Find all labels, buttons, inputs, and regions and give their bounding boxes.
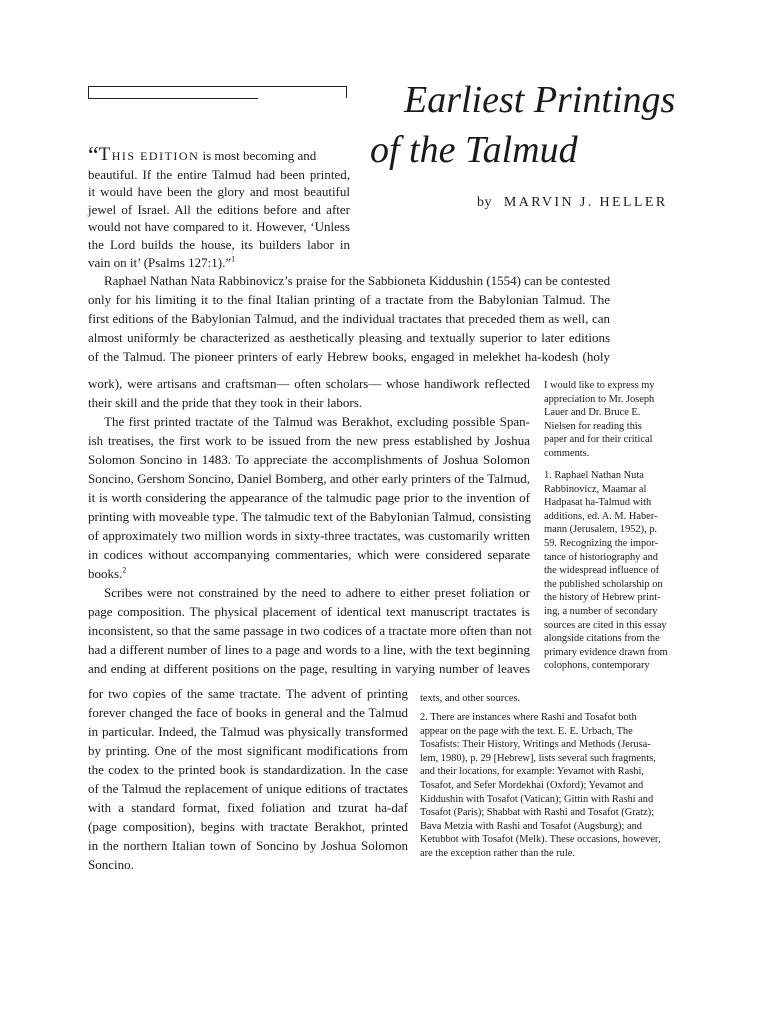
body-line: of approximately two million words in sixty-three tractates, was customarily written	[88, 528, 530, 543]
body-line: printing with moveable type. The talmudic text of the Babylonian Talmud, consisting	[88, 509, 532, 524]
note-line: appear on the page with the text. E. E. Urbach, The	[420, 725, 633, 737]
pull-quote	[88, 143, 350, 271]
body-line	[88, 564, 530, 583]
header-rule-right-tick	[346, 86, 347, 98]
note-line: mann (Jerusalem, 1952), p.	[544, 524, 658, 536]
note-line: appreciation to Mr. Joseph	[544, 393, 655, 405]
note-line: Tosafists: Their History, Writings and Methods (Jerusa-	[420, 739, 651, 751]
note-line: Hadpasat ha-Talmud with	[544, 497, 652, 509]
body-line: forever changed the face of books in general and the Talmud	[88, 705, 408, 720]
note-line: Rabbinovicz, Maamar al	[544, 483, 647, 495]
acknowledgement-note	[544, 379, 684, 461]
footnote-1-continued	[420, 692, 682, 706]
note-line: Lauer and Dr. Bruce E.	[544, 407, 641, 419]
note-line: the history of Hebrew print-	[544, 592, 661, 604]
note-line: tance of historiography and	[544, 551, 658, 563]
note-line: 2. There are instances where Rashi and Tosafot both	[420, 712, 637, 723]
body-line: their skill and the pride that they took in their labors.	[88, 395, 363, 410]
note-line: ing, a number of secondary	[544, 605, 658, 617]
note-line: and their locations, for example: Yevamot with Rashi,	[420, 766, 644, 778]
note-line: 1. Raphael Nathan Nuta	[544, 470, 644, 481]
body-line: for two copies of the same tractate. The advent of printing	[88, 686, 408, 701]
body-line: the codex to the printed book is standardization. In the case	[88, 762, 408, 777]
pull-quote-line	[88, 254, 350, 272]
body-paragraph-1	[88, 271, 610, 366]
body-line: almost uniformly be characterized as aesthetically pleasing and textually superior to later editions	[88, 330, 610, 345]
footnote-ref-2[interactable]: 2	[122, 565, 127, 575]
note-line: comments.	[544, 447, 590, 459]
note-line: the published scholarship on	[544, 578, 663, 590]
article-title-line-1: Earliest Printings	[404, 79, 676, 121]
body-line: in particular. Indeed, the Talmud was physically transformed	[88, 724, 408, 739]
body-line: The first printed tractate of the Talmud was Berakhot, excluding possible Span-	[104, 414, 530, 429]
note-line: Ketubbot with Tosafot (Melk). These occasions, however,	[420, 834, 661, 846]
note-line: Tosafot, and Sefer Mordekhai (Oxford); Yevamot and	[420, 779, 644, 791]
body-line: with a standard format, fixed foliation and tzurat ha-daf	[88, 800, 408, 815]
note-line: I would like to express my	[544, 380, 655, 391]
body-line: ish treatises, the first work to be issued from the new press established by Joshua	[88, 433, 530, 448]
note-line: are the exception rather than the rule.	[420, 847, 575, 859]
note-line: primary evidence drawn from	[544, 646, 668, 658]
note-line: the widespread influence of	[544, 565, 660, 577]
body-line: by printing. One of the most significant modifications from	[88, 743, 408, 758]
footnote-2	[420, 711, 682, 861]
body-paragraph-4-cont	[88, 684, 408, 874]
note-line: Bava Metzia with Rashi and Tosafot (Augsburg); and	[420, 820, 642, 832]
note-line: Tosafot (Paris); Shabbat with Rashi and Tosafot (Gratz);	[420, 807, 655, 819]
note-line: lem, 1980), p. 29 [Hebrew], lists several such fragments,	[420, 752, 656, 764]
body-line: Scribes were not constrained by the need to adhere to either preset foliation or	[104, 585, 530, 600]
body-line: work), were artisans and craftsman— often scholars— whose handiwork reflected	[88, 376, 530, 391]
body-line: first editions of the Babylonian Talmud, and the individual tractates that preceded them as well, can	[88, 311, 610, 326]
open-quote-mark: “	[88, 143, 99, 169]
byline-by: by	[477, 195, 492, 210]
note-line: paper and for their critical	[544, 434, 653, 446]
note-line: Kiddushin with Tosafot (Vatican); Gittin with Rashi and	[420, 793, 654, 805]
body-line: Soncino.	[88, 857, 134, 872]
byline	[477, 195, 668, 211]
header-rule-top	[88, 86, 346, 87]
body-line-text: books.	[88, 566, 123, 581]
pull-quote-line: jewel of Israel. All the editions before and after	[88, 201, 350, 217]
header-rule-left-tick	[88, 86, 89, 98]
note-line: texts, and other sources.	[420, 693, 521, 704]
footnote-ref-1[interactable]: 1	[231, 254, 236, 264]
note-line: additions, ed. A. M. Haber-	[544, 510, 658, 522]
pull-quote-lead	[88, 143, 200, 169]
note-line: alongside citations from the	[544, 633, 660, 645]
pull-quote-line: the Lord builds the house, its builders labor in	[88, 236, 350, 252]
body-line: page composition. The physical placement of identical text manuscript tractates is	[88, 604, 530, 619]
body-line: Soncino, Gershom Soncino, Daniel Bomberg, and other early printers of the Talmud,	[88, 471, 530, 486]
header-rule-bottom	[88, 98, 258, 99]
pull-quote-line: would not have compared to it. However, ‘Unless	[88, 219, 350, 235]
note-line: 59. Recognizing the impor-	[544, 537, 659, 549]
body-line: inconsistent, so that the same passage in two codices of a tractate more often than not	[88, 623, 533, 638]
byline-author: MARVIN J. HELLER	[503, 195, 668, 210]
body-line: of the Talmud. The pioneer printers of early Hebrew books, engaged in melekhet ha-kodesh (holy	[88, 349, 610, 364]
pull-quote-line: beautiful. If the entire Talmud had been printed,	[88, 166, 350, 182]
body-line: in the northern Italian town of Soncino by Joshua Solomon	[88, 838, 408, 853]
note-line: colophons, contemporary	[544, 660, 650, 672]
note-line: Nielsen for reading this	[544, 420, 642, 432]
body-line: and ending at different positions on the page, resulting in varying number of leaves	[88, 661, 530, 676]
body-line: Solomon Soncino in 1483. To appreciate the accomplishments of Joshua Solomon	[88, 452, 530, 467]
body-paragraphs-2-4	[88, 374, 533, 678]
footnote-1	[544, 469, 684, 673]
pull-quote-initial: T	[98, 144, 112, 165]
body-line: only for his limiting it to the final Italian printing of a tractate from the Babylonian Talmud. The	[88, 292, 610, 307]
body-line: of the Talmud the replacement of unique editions of tractates	[88, 781, 408, 796]
article-title-line-2: of the Talmud	[370, 129, 578, 171]
note-line: sources are cited in this essay	[544, 619, 667, 631]
pull-quote-line: is most becoming and	[199, 148, 317, 163]
pull-quote-line-text: vain on it’ (Psalms 127:1).”	[88, 254, 232, 270]
pull-quote-line: it would have been the glory and most beautiful	[88, 184, 350, 200]
body-line: (page composition), begins with tractate Berakhot, printed	[88, 819, 408, 834]
body-line: it is worth considering the appearance of the talmudic page prior to the invention of	[88, 490, 530, 505]
body-line: Raphael Nathan Nata Rabbinovicz’s praise for the Sabbioneta Kiddushin (1554) can be contested	[104, 273, 611, 288]
body-line: in codices without accompanying commentaries, which were considered separate	[88, 547, 530, 562]
pull-quote-small-caps: HIS EDITION	[111, 149, 200, 163]
body-line: had a different number of lines to a page and words to a line, with the text beginning	[88, 642, 530, 657]
